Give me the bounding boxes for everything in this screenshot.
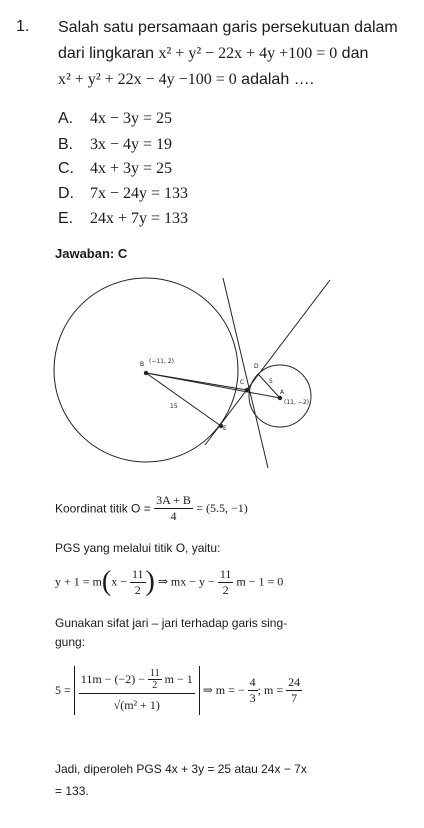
label-a: A bbox=[280, 389, 285, 396]
jarak-num-fraction-num: 11 bbox=[149, 668, 160, 679]
jarak-five: 5 = bbox=[55, 683, 71, 697]
option-text-e: 24x + 7y = 133 bbox=[90, 210, 189, 227]
label-5: 5 bbox=[269, 378, 273, 385]
pgs-fraction-1 bbox=[130, 567, 146, 598]
point-c-dot bbox=[245, 388, 249, 392]
koordinat-fraction bbox=[154, 493, 193, 524]
jarak-num-a: 11m − (−2) − bbox=[80, 672, 145, 686]
final-line-1: Jadi, diperoleh PGS 4x + 3y = 25 atau 24x − 7x bbox=[55, 762, 307, 776]
question-line-3-end: adalah …. bbox=[236, 71, 315, 88]
koordinat-result: = (5.5, −1) bbox=[196, 501, 248, 515]
pgs-equation bbox=[55, 566, 283, 598]
jarak-denominator: √(m² + 1) bbox=[113, 698, 160, 712]
point-a-dot bbox=[278, 396, 282, 400]
circle-equation-2: x² + y² + 22x − 4y −100 = 0 bbox=[58, 71, 237, 88]
pgs-fraction-2-num: 11 bbox=[219, 566, 232, 581]
result-fraction-1 bbox=[248, 675, 258, 706]
label-e: E bbox=[223, 425, 227, 432]
jarak-equation bbox=[55, 666, 302, 715]
jarak-num-fraction-den: 2 bbox=[152, 680, 158, 691]
jarak-result-b: ; m = bbox=[257, 683, 284, 697]
tangent-line-de bbox=[205, 280, 330, 445]
koordinat-prefix: Koordinat titik O = bbox=[55, 501, 151, 516]
paren-open: ( bbox=[101, 566, 112, 597]
label-a-coord: (11, −2) bbox=[284, 399, 309, 406]
tangent-line-c bbox=[223, 278, 268, 468]
option-letter-c: C. bbox=[58, 160, 74, 177]
result-fraction-1-num: 4 bbox=[249, 675, 256, 689]
pgs-intro: PGS yang melalui titik O, yaitu: bbox=[55, 541, 221, 555]
jarak-numerator bbox=[79, 668, 195, 694]
question-line-2 bbox=[58, 44, 368, 64]
abs-value-box bbox=[74, 666, 200, 715]
koordinat-line bbox=[55, 493, 248, 524]
option-text-c: 4x + 3y = 25 bbox=[90, 160, 173, 177]
large-circle bbox=[54, 278, 238, 462]
pgs-eq-x: x − bbox=[111, 574, 127, 589]
tangent-circles-diagram bbox=[0, 270, 424, 480]
point-b-dot bbox=[144, 371, 148, 375]
option-letter-b: B. bbox=[58, 136, 74, 153]
koordinat-fraction-num: 3A + B bbox=[156, 493, 191, 507]
result-fraction-2 bbox=[286, 675, 302, 706]
jarak-num-b: m − 1 bbox=[164, 672, 193, 686]
pgs-eq-end: m − 1 = 0 bbox=[236, 574, 284, 589]
question-line-3 bbox=[58, 70, 314, 90]
option-text-d: 7x − 24y = 133 bbox=[90, 185, 189, 202]
result-fraction-2-num: 24 bbox=[288, 675, 301, 689]
sifat-line-2: gung: bbox=[55, 635, 86, 649]
final-line-2: = 133. bbox=[55, 784, 89, 798]
result-fraction-1-den: 3 bbox=[249, 691, 256, 705]
label-b: B bbox=[140, 361, 145, 368]
segment-bc bbox=[146, 373, 247, 390]
circle-equation-1: x² + y² − 22x + 4y +100 = 0 bbox=[158, 45, 338, 62]
question-line-1: Salah satu persamaan garis persekutuan dalam bbox=[58, 19, 398, 36]
option-text-b: 3x − 4y = 19 bbox=[90, 136, 173, 153]
jarak-result-a: ⇒ m = − bbox=[202, 683, 245, 697]
pgs-eq-mid: ⇒ mx − y − bbox=[157, 574, 215, 589]
pgs-fraction-2 bbox=[218, 567, 234, 598]
koordinat-fraction-den: 4 bbox=[170, 509, 177, 523]
pgs-eq-left: y + 1 = m bbox=[55, 574, 102, 589]
jarak-fraction bbox=[79, 668, 195, 713]
question-number: 1. bbox=[16, 18, 30, 35]
pgs-fraction-1-num: 11 bbox=[131, 566, 144, 581]
option-text-a: 4x − 3y = 25 bbox=[90, 110, 173, 127]
option-letter-a: A. bbox=[58, 110, 74, 127]
segment-be bbox=[146, 373, 221, 426]
label-b-coord: (−11, 2) bbox=[149, 358, 174, 365]
pgs-fraction-2-den: 2 bbox=[222, 582, 229, 597]
result-fraction-2-den: 7 bbox=[291, 691, 298, 705]
question-line-2-text: dari lingkaran bbox=[58, 45, 159, 62]
pgs-fraction-1-den: 2 bbox=[134, 582, 141, 597]
label-d: D bbox=[254, 363, 259, 370]
label-c: C bbox=[240, 379, 245, 386]
paren-close: ) bbox=[145, 566, 155, 597]
answer-label: Jawaban: C bbox=[55, 246, 128, 261]
label-15: 15 bbox=[170, 403, 178, 410]
question-line-2-end: dan bbox=[337, 45, 369, 62]
jarak-num-fraction bbox=[148, 668, 162, 691]
option-letter-d: D. bbox=[58, 185, 74, 202]
sifat-line-1: Gunakan sifat jari – jari terhadap garis sing- bbox=[55, 616, 288, 630]
option-letter-e: E. bbox=[58, 210, 74, 227]
